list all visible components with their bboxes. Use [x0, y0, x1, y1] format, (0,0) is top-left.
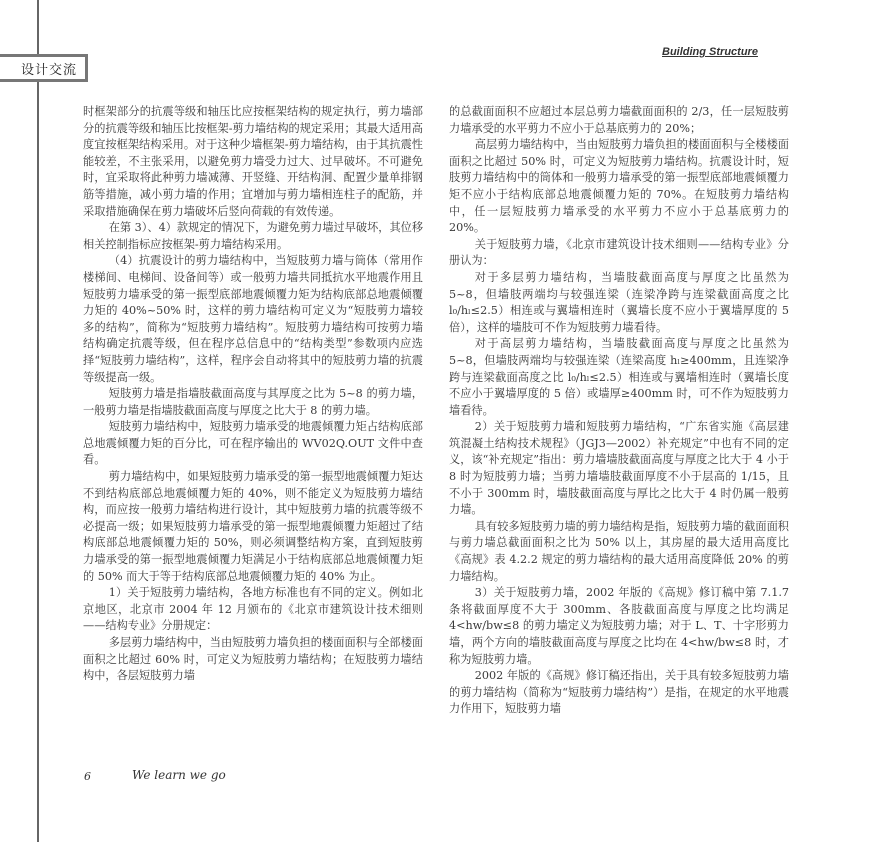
- journal-title: Building Structure: [662, 46, 758, 58]
- right-column: [449, 104, 789, 718]
- section-label-box: [0, 54, 88, 82]
- page-number: 6: [84, 770, 91, 783]
- paragraph: 短肢剪力墙是指墙肢截面高度与其厚度之比为 5~8 的剪力墙，一般剪力墙是指墙肢截面高度与厚度之比大于 8 的剪力墙。: [83, 387, 423, 417]
- paragraph: 对于高层剪力墙结构，当墙肢截面高度与厚度之比虽然为 5~8，但墙肢两端均与较强连梁（连梁高度 hₗ≥400mm，且连梁净跨与连梁截面高度之比 l₀/hₗ≤2.5）相连或与翼墙相连时（翼墙长度不应小于翼墙厚度的 5 倍）或墙厚≥400mm 时，可不作为短肢剪力墙看待。: [449, 337, 789, 417]
- paragraph: 多层剪力墙结构中，当由短肢剪力墙负担的楼面面积与全部楼面面积之比超过 60% 时，可定义为短肢剪力墙结构；在短肢剪力墙结构中，各层短肢剪力墙: [83, 636, 423, 683]
- footer-motto: We learn we go: [132, 768, 226, 782]
- paragraph: 2002 年版的《高规》修订稿还指出，关于具有较多短肢剪力墙的剪力墙结构（简称为“短肢剪力墙结构”）是指，在规定的水平地震力作用下，短肢剪力墙: [449, 669, 789, 716]
- paragraph: 关于短肢剪力墙，《北京市建筑设计技术细则——结构专业》分册认为：: [449, 237, 789, 268]
- paragraph: 具有较多短肢剪力墙的剪力墙结构是指，短肢剪力墙的截面面积与剪力墙总截面面积之比为 50% 以上，其房屋的最大适用高度比《高规》表 4.2.2 规定的剪力墙结构的最大适用高度降低 20% 的剪力墙结构。: [449, 519, 789, 583]
- paragraph: 的总截面面积不应超过本层总剪力墙截面面积的 2/3，任一层短肢剪力墙承受的水平剪力不应小于总基底剪力的 20%；: [449, 105, 789, 135]
- paragraph: 在第 3）、4）款规定的情况下，为避免剪力墙过早破坏，其位移相关控制指标应按框架-剪力墙结构采用。: [83, 221, 424, 251]
- paragraph: 3）关于短肢剪力墙，2002 年版的《高规》修订稿中第 7.1.7 条将截面厚度不大于 300mm、各肢截面高度与厚度之比均满足 4<hw/bw≤8 的剪力墙定义为短肢剪力墙；对于 L、T、十字形剪力墙，两个方向的墙肢截面高度与厚度之比均在 4<hw/bw≤8 时，才称为短肢剪力墙。: [449, 586, 789, 666]
- left-column: [83, 104, 423, 685]
- paragraph: 剪力墙结构中，如果短肢剪力墙承受的第一振型地震倾覆力矩达不到结构底部总地震倾覆力矩的 40%，则不能定义为短肢剪力墙结构，而应按一般剪力墙结构进行设计，其中短肢剪力墙的抗震等级不必提高一级；如果短肢剪力墙承受的第一振型地震倾覆力矩超过了结构底部总地震倾覆力矩的 50%，则必须调整结构方案，直到短肢剪力墙承受的第一振型地震倾覆力矩满足小于结构底部总地震倾覆力矩的 50% 而大于等于结构底部总地震倾覆力矩的 40% 为止。: [83, 470, 423, 583]
- paragraph: 1）关于短肢剪力墙结构，各地方标准也有不同的定义。例如北京地区，北京市 2004 年 12 月颁布的《北京市建筑设计技术细则——结构专业》分册规定：: [83, 586, 423, 633]
- paragraph: （4）抗震设计的剪力墙结构中，当短肢剪力墙与筒体（常用作楼梯间、电梯间、设备间等）或一般剪力墙共同抵抗水平地震作用且短肢剪力墙承受的第一振型底部地震倾覆力矩为结构底部总地震倾覆力矩的 40%~50% 时，这样的剪力墙结构可定义为“短肢剪力墙较多的结构”，简称为“短肢剪力墙结构”。短肢剪力墙结构可按剪力墙结构确定抗震等级，但在程序总信息中的“结构类型”参数项内应选择“短肢剪力墙结构”，这样，程序会自动将其中的短肢剪力墙的抗震等级提高一级。: [83, 254, 423, 384]
- paragraph: 对于多层剪力墙结构，当墙肢截面高度与厚度之比虽然为 5~8，但墙肢两端均与较强连梁（连梁净跨与连梁截面高度之比 l₀/hₗ≤2.5）相连或与翼墙相连时（翼墙长度不应小于翼墙厚度的 5 倍），这样的墙肢可不作为短肢剪力墙看待。: [449, 270, 789, 334]
- paragraph: 短肢剪力墙结构中，短肢剪力墙承受的地震倾覆力矩占结构底部总地震倾覆力矩的百分比，可在程序输出的 WV02Q.OUT 文件中查看。: [83, 420, 423, 467]
- paragraph: 时框架部分的抗震等级和轴压比应按框架结构的规定执行，剪力墙部分的抗震等级和轴压比按框架-剪力墙结构的规定采用；其最大适用高度宜按框架结构采用。对于这种少墙框架-剪力墙结构，由于其抗震性能较差，不主张采用，以避免剪力墙受力过大、过早破坏。不可避免时，宜采取将此种剪力墙减薄、开竖缝、开结构洞、配置少量单排钢筋等措施，减小剪力墙的作用；宜增加与剪力墙相连柱子的配筋，并采取措施确保在剪力墙破坏后竖向荷载的有效传递。: [83, 105, 423, 218]
- paragraph: 2）关于短肢剪力墙和短肢剪力墙结构，“广东省实施《高层建筑混凝土结构技术规程》（JGJ3—2002）补充规定”中也有不同的定义，该“补充规定”指出：剪力墙墙肢截面高度与厚度之比大于 4 小于 8 时为短肢剪力墙；当剪力墙墙肢截面厚度不小于层高的 1/15，且不小于 300mm 时，墙肢截面高度与厚比之比大于 4 时仍属一般剪力墙。: [449, 420, 789, 517]
- margin-rule-line: [37, 0, 39, 842]
- section-label: 设计交流: [20, 62, 77, 78]
- paragraph: 高层剪力墙结构中，当由短肢剪力墙负担的楼面面积与全楼楼面面积之比超过 50% 时，可定义为短肢剪力墙结构。抗震设计时，短肢剪力墙结构中的筒体和一般剪力墙承受的第一振型底部地震倾覆力矩不应小于结构底部总地震倾覆力矩的 70%。在短肢剪力墙结构中，任一层短肢剪力墙承受的水平剪力不应小于总基底剪力的 20%。: [449, 138, 789, 235]
